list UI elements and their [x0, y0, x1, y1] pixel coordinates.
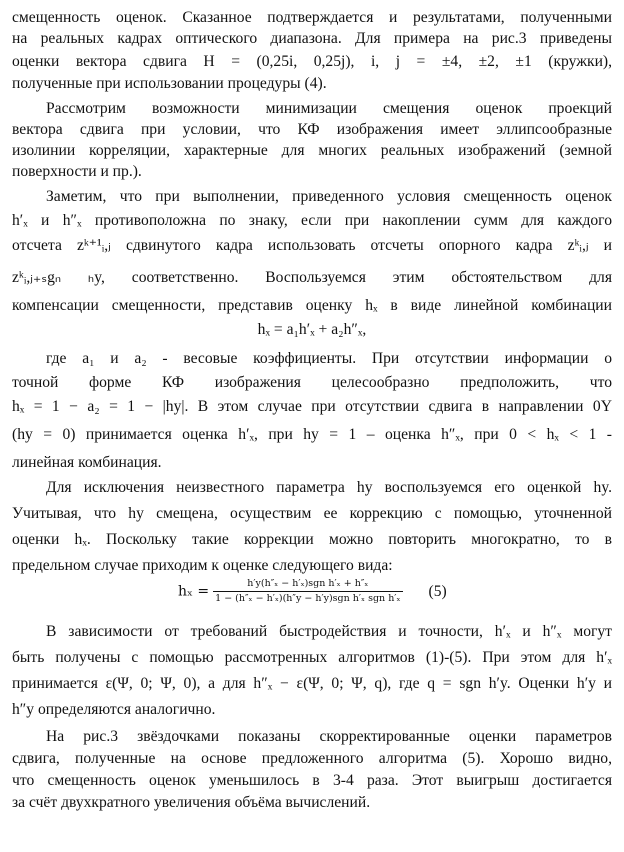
text-line: предельном случае приходим к оценке следующего вида:	[12, 557, 393, 574]
text-line: zᵏᵢ,ⱼ₊ₛgₙ ₕy, соответственно. Воспользуемся этим обстоятельством для	[12, 269, 612, 286]
text-line: (hy = 0) принимается оценка h′ₓ, при hy = 1 – оценка h″ₓ, при 0 < hₓ < 1 -	[12, 426, 612, 443]
text-line: принимается ε(Ψ, 0; Ψ, 0), а для h″ₓ − ε(Ψ, 0; Ψ, q), где q = sgn h′y. Оценки h′y и	[12, 675, 612, 692]
text-line: поверхности и пр.).	[12, 163, 142, 180]
text-line: быть получены с помощью рассмотренных алгоритмов (1)-(5). При этом для h′ₓ	[12, 649, 612, 666]
text-line: hₓ = 1 − a₂ = 1 − |hy|. В этом случае при отсутствии сдвига в направлении 0Y	[12, 398, 612, 415]
equation-5-numerator: h′y(h″ₓ − h′ₓ)sgn h′ₓ + h″ₓ	[213, 578, 402, 592]
text-line: точной форме КФ изображения целесообразно предположить, что	[12, 374, 612, 391]
text-line: сдвига, полученные на основе предложенного алгоритма (5). Хорошо видно,	[12, 750, 612, 767]
equation-5-lhs: hₓ =	[178, 583, 210, 600]
text-line: отсчета zᵏ⁺¹ᵢ,ⱼ сдвинутого кадра использовать отсчеты опорного кадра zᵏᵢ,ⱼ и	[12, 237, 612, 254]
text-line: Учитывая, что hy смещена, осуществим ее коррекцию с помощью, уточненной	[12, 505, 612, 522]
text-line: за счёт двухкратного увеличения объёма вычислений.	[12, 794, 371, 811]
text-line: В зависимости от требований быстродействия и точности, h′ₓ и h″ₓ могут	[46, 623, 612, 640]
text-line: смещенность оценок. Сказанное подтверждается и результатами, полученными	[12, 9, 612, 26]
text-line: оценки вектора сдвига H = (0,25i, 0,25j), i, j = ±4, ±2, ±1 (кружки),	[12, 53, 612, 70]
equation-5-denominator: 1 − (h″ₓ − h′ₓ)(h″y − h′y)sgn h′ₓ sgn h′ₓ	[215, 593, 401, 604]
text-line: линейная комбинация.	[12, 454, 162, 471]
text-line: Заметим, что при выполнении, приведенного условия смещенность оценок	[46, 188, 612, 205]
text-line: Для исключения неизвестного параметра hy воспользуемся его оценкой hy.	[46, 479, 612, 496]
text-line: полученные при использовании процедуры (4).	[12, 75, 327, 92]
equation-line: hₓ = a₁h′ₓ + a₂h″ₓ,	[257, 321, 367, 338]
equation-5	[178, 578, 478, 614]
text-line: h″y определяются аналогично.	[12, 701, 216, 718]
equation-number: (5)	[428, 582, 447, 600]
text-line: На рис.3 звёздочками показаны скорректированные оценки параметров	[46, 728, 612, 745]
text-line: Рассмотрим возможности минимизации смещения оценок проекций	[46, 100, 612, 117]
text-line: оценки hₓ. Поскольку такие коррекции можно повторить многократно, то в	[12, 531, 612, 548]
equation-5-fraction	[213, 578, 402, 605]
text-line: на реальных кадрах оптического диапазона. Для примера на рис.3 приведены	[12, 30, 612, 47]
text-line: компенсации смещенности, представив оценку hₓ в виде линейной комбинации	[12, 297, 612, 314]
text-line: h′ₓ и h″ₓ противоположна по знаку, если при накоплении сумм для каждого	[12, 212, 612, 229]
text-line: вектора сдвига при условии, что КФ изображения имеет эллипсообразные	[12, 121, 612, 138]
text-line: где a₁ и a₂ - весовые коэффициенты. При отсутствии информации о	[46, 350, 612, 367]
text-line: изолинии корреляции, характерные для многих реальных изображений (земной	[12, 142, 612, 159]
text-line: что смещенность оценок уменьшилось в 3-4 раза. Этот выигрыш достигается	[12, 772, 612, 789]
